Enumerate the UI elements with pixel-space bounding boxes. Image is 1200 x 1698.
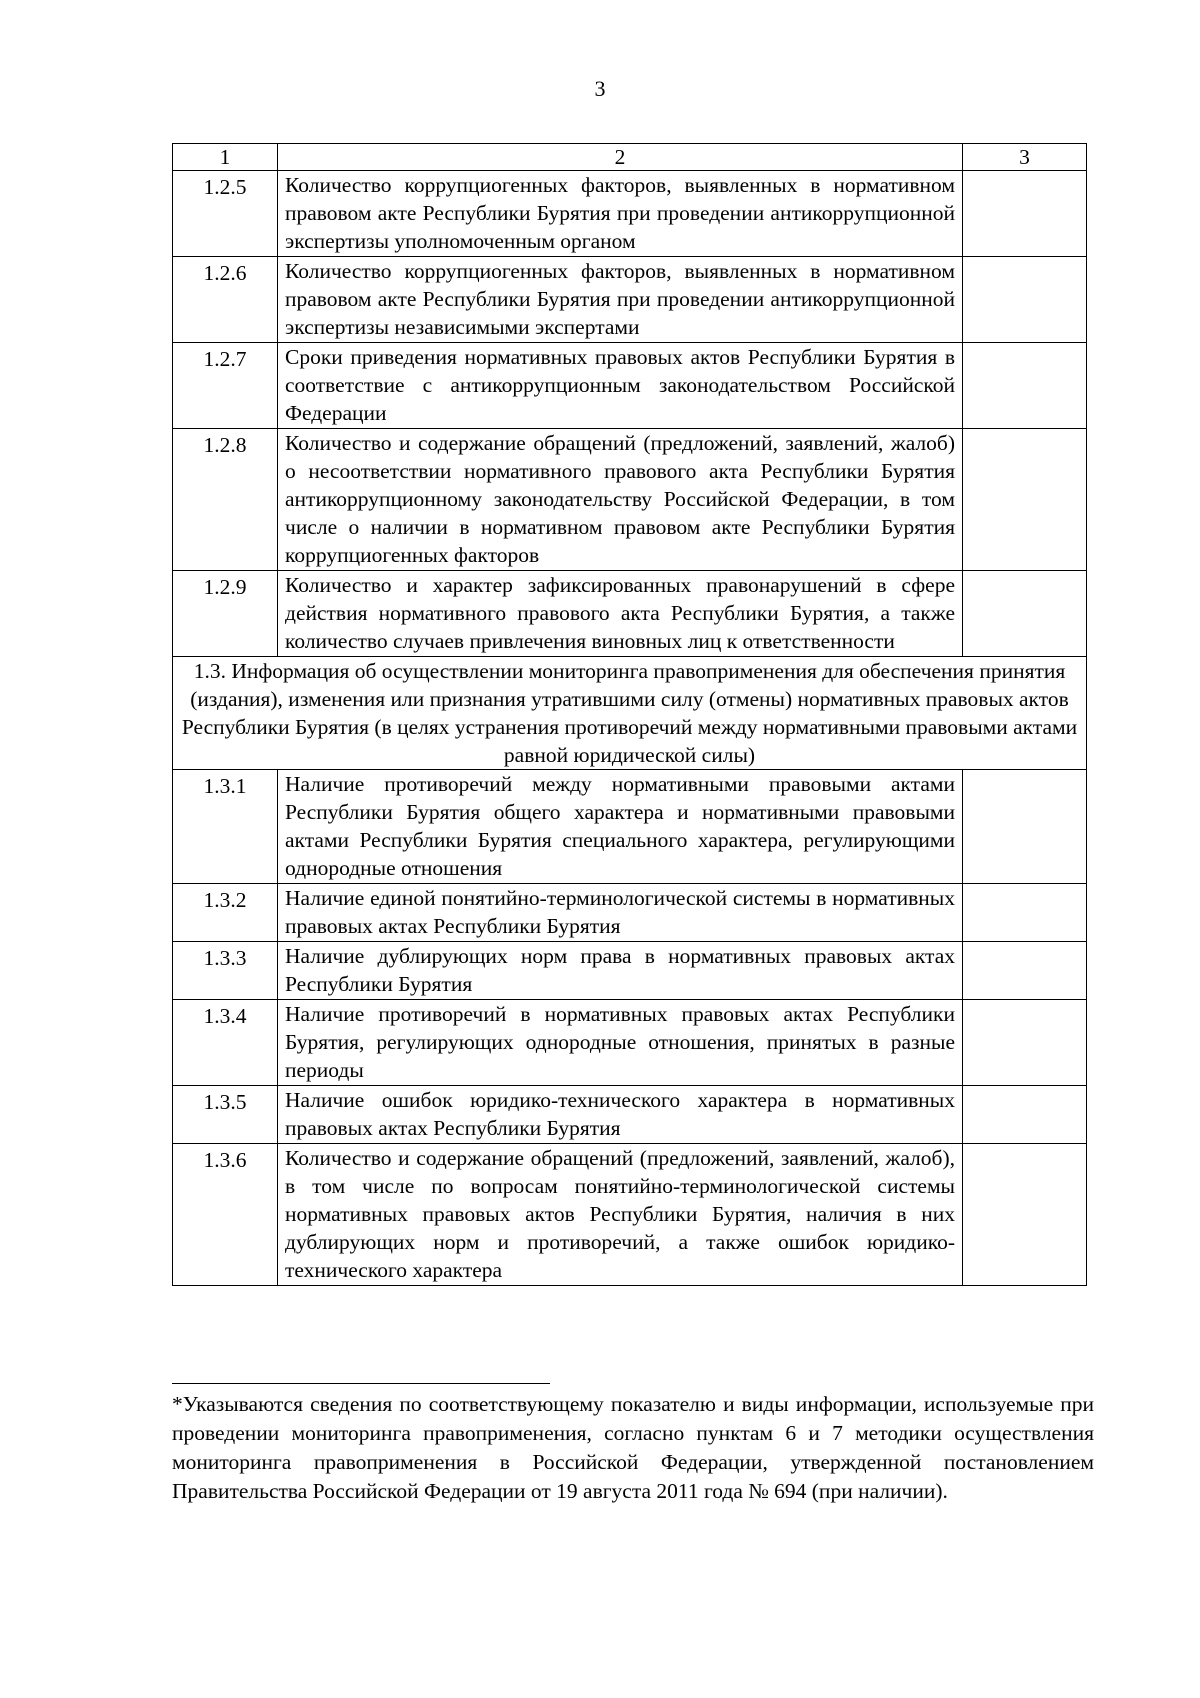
row-indicator-text: Наличие противоречий между нормативными правовыми актами Республики Бурятия общего характера и нормативными правовыми актами Республики Бурятия специального характера, регулирующими однородные отношения xyxy=(278,770,963,884)
row-indicator-text: Количество коррупциогенных факторов, выявленных в нормативном правовом акте Республики Бурятия при проведении антикоррупционной экспертизы независимыми экспертами xyxy=(278,257,963,343)
section-heading: 1.3. Информация об осуществлении мониторинга правоприменения для обеспечения принятия (издания), изменения или признания утратившими силу (отмены) нормативных правовых актов Республики Бурятия (в целях устранения противоречий между нормативными правовыми актами равной юридической силы) xyxy=(173,657,1087,770)
indicators-table xyxy=(172,143,1087,1286)
table-row xyxy=(173,1086,1087,1144)
row-indicator-text: Наличие противоречий в нормативных правовых актах Республики Бурятия, регулирующих однородные отношения, принятых в разные периоды xyxy=(278,1000,963,1086)
row-number: 1.3.6 xyxy=(173,1144,278,1286)
table-row xyxy=(173,770,1087,884)
row-number: 1.2.8 xyxy=(173,429,278,571)
row-number: 1.2.7 xyxy=(173,343,278,429)
footnote: *Указываются сведения по соответствующему показателю и виды информации, используемые при проведении мониторинга правоприменения, согласно пунктам 6 и 7 методики осуществления мониторинга правоприменения в Российской Федерации, утвержденной постановлением Правительства Российской Федерации от 19 августа 2011 года № 694 (при наличии). xyxy=(172,1392,1094,1503)
table-row xyxy=(173,171,1087,257)
row-value-cell xyxy=(963,770,1087,884)
row-indicator-text: Наличие ошибок юридико-технического характера в нормативных правовых актах Республики Бурятия xyxy=(278,1086,963,1144)
row-value-cell xyxy=(963,171,1087,257)
row-number: 1.2.9 xyxy=(173,571,278,657)
row-indicator-text: Количество и содержание обращений (предложений, заявлений, жалоб), в том числе по вопросам понятийно-терминологической системы нормативных правовых актов Республики Бурятия, наличия в них дублирующих норм и противоречий, а также ошибок юридико-технического характера xyxy=(278,1144,963,1286)
footnote-divider xyxy=(172,1383,550,1384)
row-number: 1.3.4 xyxy=(173,1000,278,1086)
row-value-cell xyxy=(963,343,1087,429)
row-number: 1.2.6 xyxy=(173,257,278,343)
table-row xyxy=(173,884,1087,942)
row-indicator-text: Наличие дублирующих норм права в нормативных правовых актах Республики Бурятия xyxy=(278,942,963,1000)
column-header-3: 3 xyxy=(963,144,1087,171)
row-number: 1.3.5 xyxy=(173,1086,278,1144)
table-row xyxy=(173,942,1087,1000)
row-number: 1.2.5 xyxy=(173,171,278,257)
table-row xyxy=(173,1000,1087,1086)
table-header-row xyxy=(173,144,1087,171)
row-indicator-text: Наличие единой понятийно-терминологической системы в нормативных правовых актах Республики Бурятия xyxy=(278,884,963,942)
section-heading-row xyxy=(173,657,1087,770)
row-indicator-text: Количество и содержание обращений (предложений, заявлений, жалоб) о несоответствии нормативного правового акта Республики Бурятия антикоррупционному законодательству Российской Федерации, в том числе о наличии в нормативном правовом акте Республики Бурятия коррупциогенных факторов xyxy=(278,429,963,571)
table-row xyxy=(173,1144,1087,1286)
column-header-1: 1 xyxy=(173,144,278,171)
row-value-cell xyxy=(963,1086,1087,1144)
row-value-cell xyxy=(963,1000,1087,1086)
table-row xyxy=(173,571,1087,657)
row-value-cell xyxy=(963,571,1087,657)
row-value-cell xyxy=(963,942,1087,1000)
row-indicator-text: Сроки приведения нормативных правовых актов Республики Бурятия в соответствие с антикоррупционным законодательством Российской Федерации xyxy=(278,343,963,429)
row-value-cell xyxy=(963,1144,1087,1286)
column-header-2: 2 xyxy=(278,144,963,171)
table-row xyxy=(173,257,1087,343)
row-number: 1.3.3 xyxy=(173,942,278,1000)
row-value-cell xyxy=(963,429,1087,571)
table-row xyxy=(173,429,1087,571)
row-number: 1.3.1 xyxy=(173,770,278,884)
row-number: 1.3.2 xyxy=(173,884,278,942)
table-row xyxy=(173,343,1087,429)
page-number: 3 xyxy=(594,76,606,101)
row-value-cell xyxy=(963,884,1087,942)
row-value-cell xyxy=(963,257,1087,343)
row-indicator-text: Количество коррупциогенных факторов, выявленных в нормативном правовом акте Республики Бурятия при проведении антикоррупционной экспертизы уполномоченным органом xyxy=(278,171,963,257)
row-indicator-text: Количество и характер зафиксированных правонарушений в сфере действия нормативного правового акта Республики Бурятия, а также количество случаев привлечения виновных лиц к ответственности xyxy=(278,571,963,657)
